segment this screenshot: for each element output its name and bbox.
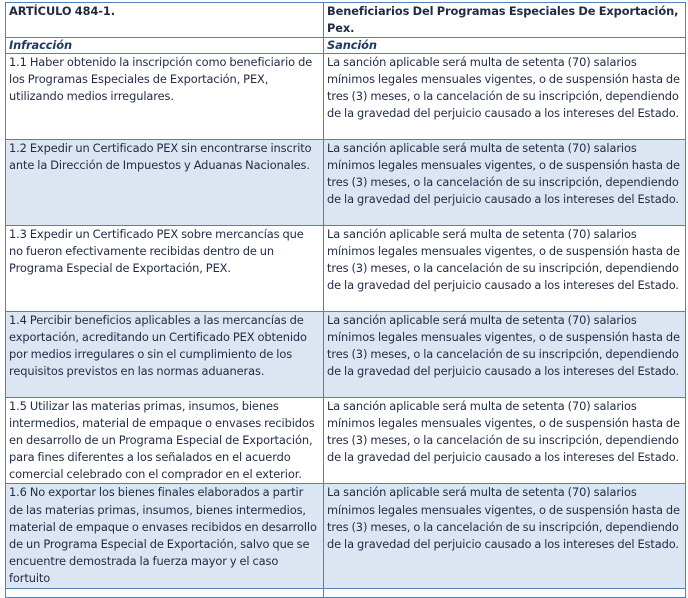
sanction-cell: La sanción aplicable será multa de setenta (70) salarios mínimos legales mensuales vigentes, o de suspensión hasta de tres (3) meses, o la cancelación de su inscripción, dependiendo de la gravedad del perjuicio causado a los intereses del Estado.: [324, 398, 686, 484]
sanction-cell: La sanción aplicable será multa de setenta (70) salarios mínimos legales mensuales vigentes, o de suspensión hasta de tres (3) meses, o la cancelación de su inscripción, dependiendo de la gravedad del perjuicio causado a los intereses del Estado.: [324, 226, 686, 312]
table-row-cut-off: [6, 589, 686, 598]
table-row: [6, 312, 686, 398]
column-header-sanction: Sanción: [324, 38, 686, 54]
infraction-cell: 1.5 Utilizar las materias primas, insumos, bienes intermedios, material de empaque o envases recibidos en desarrollo de un Programa Especial de Exportación, para fines diferentes a los señalados en el acuerdo comercial celebrado con el comprador en el exterior.: [6, 398, 324, 484]
sanction-cell: La sanción aplicable será multa de setenta (70) salarios mínimos legales mensuales vigentes, o de suspensión hasta de tres (3) meses, o la cancelación de su inscripción, dependiendo de la gravedad del perjuicio causado a los intereses del Estado.: [324, 54, 686, 140]
article-title: Beneficiarios Del Programas Especiales De Exportación, Pex.: [324, 3, 686, 38]
table-row: [6, 484, 686, 589]
table-row: [6, 226, 686, 312]
column-header-row: [6, 38, 686, 54]
column-header-infraction: Infracción: [6, 38, 324, 54]
table-row: [6, 54, 686, 140]
infraction-cell: 1.6 No exportar los bienes finales elaborados a partir de las materias primas, insumos, bienes intermedios, material de empaque o envases recibidos en desarrollo de un Programa Especial de Exportación, salvo que se encuentre demostrada la fuerza mayor y el caso fortuito: [6, 484, 324, 589]
cut-off-cell: [324, 589, 686, 598]
article-number: ARTÍCULO 484-1.: [6, 3, 324, 38]
table-row: [6, 140, 686, 226]
sanction-cell: La sanción aplicable será multa de setenta (70) salarios mínimos legales mensuales vigentes, o de suspensión hasta de tres (3) meses, o la cancelación de su inscripción, dependiendo de la gravedad del perjuicio causado a los intereses del Estado.: [324, 312, 686, 398]
sanction-cell: La sanción aplicable será multa de setenta (70) salarios mínimos legales mensuales vigentes, o de suspensión hasta de tres (3) meses, o la cancelación de su inscripción, dependiendo de la gravedad del perjuicio causado a los intereses del Estado.: [324, 140, 686, 226]
sanction-cell: La sanción aplicable será multa de setenta (70) salarios mínimos legales mensuales vigentes, o de suspensión hasta de tres (3) meses, o la cancelación de su inscripción, dependiendo de la gravedad del perjuicio causado a los intereses del Estado.: [324, 484, 686, 589]
infraction-cell: 1.4 Percibir beneficios aplicables a las mercancías de exportación, acreditando un Certificado PEX obtenido por medios irregulares o sin el cumplimiento de los requisitos previstos en las normas aduaneras.: [6, 312, 324, 398]
sanctions-table: [5, 2, 686, 598]
infraction-cell: 1.3 Expedir un Certificado PEX sobre mercancías que no fueron efectivamente recibidas dentro de un Programa Especial de Exportación, PEX.: [6, 226, 324, 312]
infraction-cell: 1.2 Expedir un Certificado PEX sin encontrarse inscrito ante la Dirección de Impuestos y Aduanas Nacionales.: [6, 140, 324, 226]
cut-off-cell: [6, 589, 324, 598]
table-header-row: [6, 3, 686, 38]
infraction-cell: 1.1 Haber obtenido la inscripción como beneficiario de los Programas Especiales de Exportación, PEX, utilizando medios irregulares.: [6, 54, 324, 140]
table-row: [6, 398, 686, 484]
